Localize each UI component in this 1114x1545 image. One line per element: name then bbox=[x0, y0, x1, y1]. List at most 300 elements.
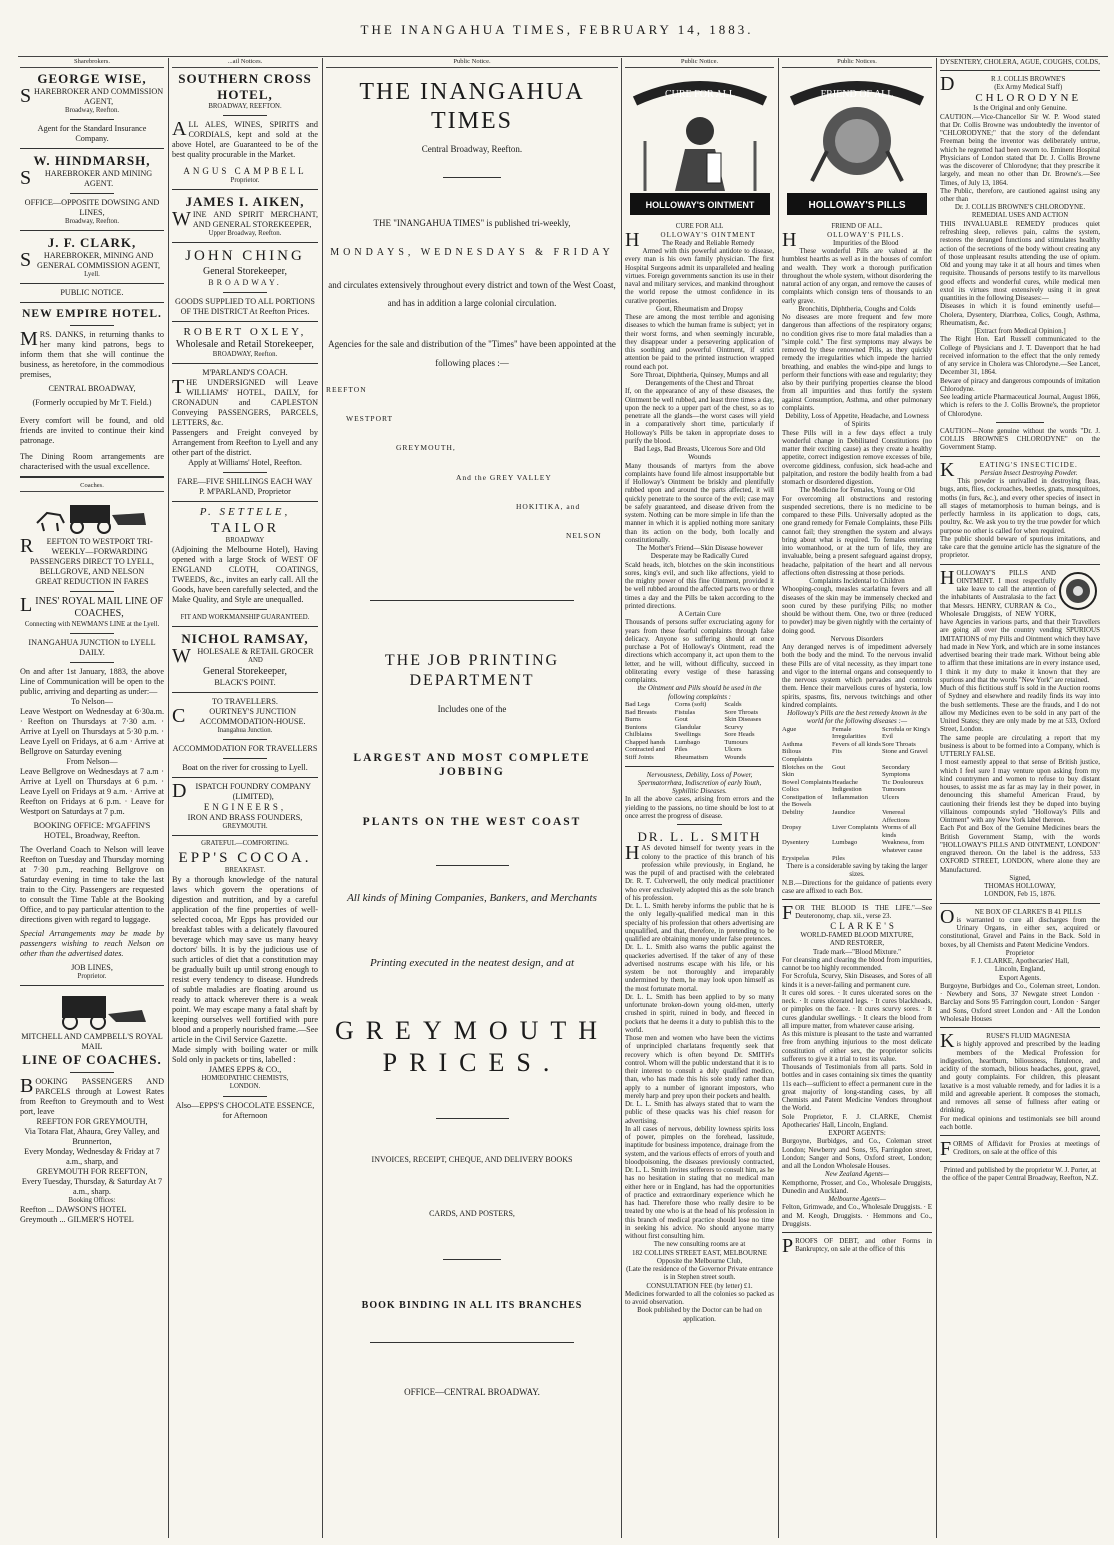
advert-signature: THOMAS HOLLOWAY, bbox=[984, 882, 1056, 890]
advert-title: W. HINDMARSH, bbox=[33, 153, 151, 169]
notice-text: THE "INANGAHUA TIMES" is published tri-weekly, bbox=[373, 218, 571, 229]
table-cell: Scalds bbox=[724, 700, 742, 708]
divider bbox=[370, 1342, 574, 1343]
advert-text: BOOKING PASSENGERS AND PARCELS through at Lowest Rates from Reefton to Greymouth and to West port, leave bbox=[20, 1075, 164, 1117]
table-cell: Scrofula or King's Evil bbox=[882, 725, 931, 741]
column-heading: Coaches. bbox=[20, 482, 164, 492]
advert-text: (Formerly occupied by Mr T. Field.) bbox=[32, 398, 152, 408]
timetable: Leave Bellgrove on Wednesdays at 7 a.m · Arrive at Lyell on Thursdays at 6 p.m. · Leave Lyell on Fridays at 9 a.m. · Arrive at Reefton on Fridays at 6 p.m. · Leave for Westport on Saturdays at 7 p.m. bbox=[20, 766, 164, 816]
table-cell: Fistulas bbox=[674, 708, 696, 716]
divider bbox=[443, 1259, 501, 1260]
advert-text: CONSULTATION FEE (by letter) £1. bbox=[646, 1281, 753, 1290]
divider bbox=[223, 292, 267, 293]
table-cell: Erysipelas bbox=[782, 854, 810, 862]
advert-subtitle: General Storekeeper, bbox=[203, 665, 287, 677]
advert-text: ALL ALES, WINES, SPIRITS and CORDIALS, kept and sold at the above Hotel, are Guaranteed to be of the best quality procurable in the Market. bbox=[172, 117, 318, 159]
table-cell: Colics bbox=[782, 786, 799, 794]
section-heading: The Ready and Reliable Remedy bbox=[661, 238, 755, 247]
divider bbox=[172, 626, 318, 627]
advert-text: CAUTION—None genuine without the words "Dr. J. COLLIS BROWNE'S CHLORODYNE" on the Government Stamp. bbox=[940, 426, 1100, 452]
advert-text: Apply at Williams' Hotel, Reefton. bbox=[188, 458, 302, 468]
column-1 bbox=[20, 58, 164, 1538]
timetable: Leave Westport on Wednesday at 6·30a.m. · Reefton on Thursdays at 7·30 a.m. · Arrive at Lyell on Thursdays at 5·30 p.m. · Leave Lyell on Fridays, at 6 a.m · Arrive at Bellgrove on Saturday evening bbox=[20, 706, 164, 756]
newspaper-address: Central Broadway, Reefton. bbox=[421, 144, 523, 155]
advert-title: HOLLOWAY'S OINTMENT bbox=[625, 228, 756, 251]
advert-title: GEORGE WISE, bbox=[37, 70, 147, 86]
divider bbox=[20, 985, 164, 986]
divider bbox=[172, 835, 318, 836]
column-rule bbox=[936, 58, 937, 1538]
advert-text: INANGAHUA JUNCTION to LYELL DAILY. bbox=[28, 637, 156, 657]
advert-address: Broadway, Reefton. bbox=[64, 106, 120, 114]
advert-text: Made simply with boiling water or milk Sold only in packets or tins, labelled : bbox=[172, 1045, 318, 1065]
divider bbox=[782, 899, 932, 900]
divider bbox=[20, 476, 164, 478]
divider bbox=[223, 1096, 267, 1097]
advert-text: (Late the residence of the Governor Private entrance is in Stephen street south. bbox=[626, 1265, 773, 1282]
divider bbox=[223, 739, 267, 740]
divider bbox=[70, 591, 113, 592]
advert-signature: LONDON. bbox=[229, 1083, 261, 1091]
advert-text: COURTNEY'S JUNCTION ACCOMMODATION-HOUSE. bbox=[172, 704, 306, 727]
advert-title: NICHOL RAMSAY, bbox=[181, 631, 309, 647]
advert-text: GREAT REDUCTION IN FARES bbox=[35, 577, 149, 587]
table-cell: Ulcers bbox=[724, 746, 742, 754]
advert-text: is warranted to cure all discharges from the Urinary Organs, in either sex, acquired or constitutional, Gravel and Pains in the Back. Sold in boxes, by all Chemists and Patent Medicine Vendors. bbox=[940, 915, 1100, 949]
advert-text: WINE AND SPIRIT MERCHANT, AND GENERAL STOREKEEPER, bbox=[172, 208, 318, 231]
divider bbox=[940, 456, 1100, 457]
advert-signature: F. J. CLARKE, Apothecaries' Hall, bbox=[971, 957, 1069, 965]
notice-text: Agencies for the sale and distribution of the "Times" have been appointed at the following places :— bbox=[328, 339, 616, 369]
coach-illustration bbox=[32, 990, 152, 1030]
advert-text: The Right Hon. Earl Russell communicated to the College of Physicians and J. T. Davenport that he had received information to the effect that the only remedy of any service in Cholera was Chlorodyne.—See Lancet, December 31, 1864. bbox=[940, 335, 1100, 377]
table-cell: Bowel Complaints bbox=[782, 778, 832, 786]
column-5 bbox=[782, 58, 932, 1538]
column-heading: Sharebrokers. bbox=[20, 58, 164, 68]
column-rule bbox=[778, 58, 779, 1538]
notice-text: Printing executed in the neatest design, and at bbox=[369, 957, 575, 970]
divider bbox=[172, 321, 318, 322]
advert-text: These are among the most terrible and agonising diseases to which the human frame is subject; yet in their worst forms, and when seemingly incurable, they disappear under a persevering application of this soothing and powerful Ointment, if strict attention be paid to the printed instruction wrapped round each pot. bbox=[625, 313, 774, 371]
table-cell: Dropsy bbox=[782, 824, 802, 832]
column-heading: Public Notice. bbox=[326, 58, 618, 68]
advert-text: Via Totara Flat, Ahaura, Grey Valley, and Brunnerton, bbox=[24, 1127, 160, 1147]
column-6 bbox=[940, 58, 1100, 1538]
advert-address: BROADWAY, Reefton. bbox=[212, 351, 278, 359]
advert-text: Special Arrangements may be made by passengers wishing to reach Nelson on other than the advertised dates. bbox=[20, 928, 164, 958]
illustration-banner: CURE FOR ALL bbox=[664, 88, 736, 100]
advert-text: Booking Offices: bbox=[68, 1197, 116, 1205]
table-cell: Scurvy bbox=[724, 723, 744, 731]
agency-place: GREYMOUTH, bbox=[396, 443, 456, 453]
table-cell: Stiff Joints bbox=[625, 753, 654, 761]
advert-signature: ANGUS CAMPBELL bbox=[183, 165, 307, 176]
notice-text: MONDAYS, WEDNESDAYS & FRIDAY bbox=[330, 247, 614, 259]
table-cell: Worms of all kinds bbox=[882, 824, 917, 839]
section-heading: EXPORT AGENTS: bbox=[828, 1129, 886, 1138]
divider bbox=[996, 422, 1044, 423]
advert-text: AND bbox=[248, 657, 263, 665]
advert-text: Every Monday, Wednesday & Friday at 7 a.m., sharp, and bbox=[24, 1147, 160, 1167]
advert-signature: JAMES EPPS & CO., bbox=[208, 1065, 282, 1075]
column-heading: Public Notices. bbox=[782, 58, 932, 68]
advert-title: EPP'S COCOA. bbox=[178, 849, 312, 866]
advert-subtitle: AND RESTORER, bbox=[829, 939, 885, 948]
table-cell: Debility bbox=[782, 809, 804, 817]
divider bbox=[172, 501, 318, 502]
divider bbox=[172, 363, 318, 364]
notice-heading: PLANTS ON THE WEST COAST bbox=[362, 816, 582, 829]
illustration-logo: HOLLOWAY'S PILLS bbox=[808, 199, 906, 211]
table-cell: Corns (soft) bbox=[674, 700, 707, 708]
advert-text: Boat on the river for crossing to Lyell. bbox=[182, 763, 308, 773]
advert-title: LINES' ROYAL MAIL LINE OF COACHES, bbox=[20, 594, 163, 620]
coach-illustration bbox=[32, 495, 152, 535]
notice-text: All kinds of Mining Companies, Bankers, and Merchants bbox=[347, 892, 597, 905]
advert-text: Sole Proprietor, F. J. CLARKE, Chemist Apothecaries' Hall, Lincoln, England. bbox=[782, 1112, 932, 1129]
advert-text: Each Pot and Box of the Genuine Medicines bears the British Government Stamp, with the words "HOLLOWAY'S PILLS AND OINTMENT, LONDON" engraved thereon. On the label is the address, 533 OXFORD STREET, LONDON, where alone they are Manufactured. bbox=[940, 824, 1100, 874]
divider bbox=[223, 758, 267, 759]
advert-text: These wonderful Pills are valued at the humblest hearths as well as in the houses of comfort and wealth. They work a thorough purification throughout the whole system, without disordering the natural action of any organ, and remove the causes of complaints which consign tens of thousands to an early grave. bbox=[782, 247, 932, 305]
advert-text: Thousands of persons suffer excruciating agony for years from these fearful complaints through false delicacy. Anyone so suffering should at once purchase a Pot of Holloway's Ointment, read the directions which accompany it, act upon them to the letter, and he will, without difficulty, succeed in obliterating every vestige of these harassing complaints. bbox=[625, 618, 774, 685]
advert-text: Armed with this powerful antidote to disease, every man is his own family physician. The first Hospital Surgeons admit its unparalleled and healing virtues. Foreign governments sanction its use in their naval and military services, and mankind throughout the world repose the utmost confidence in its curative properties. bbox=[625, 247, 774, 305]
advert-text: Greymouth ... GILMER'S HOTEL bbox=[20, 1215, 134, 1225]
advert-text: OFFICE—OPPOSITE DOWSING AND LINES, bbox=[24, 197, 160, 217]
advert-signature: JOB LINES, bbox=[71, 962, 113, 972]
divider bbox=[70, 193, 113, 194]
illustration-logo: HOLLOWAY'S OINTMENT bbox=[645, 199, 755, 210]
table-cell: Lumbago bbox=[832, 839, 858, 847]
divider bbox=[223, 115, 267, 116]
table-cell: Skin Diseases bbox=[724, 716, 762, 724]
table-cell: Swellings bbox=[674, 731, 701, 739]
advert-title: J. F. CLARK, bbox=[47, 235, 137, 251]
advert-text: Connecting with NEWMAN'S LINE at the Lyell. bbox=[24, 620, 160, 628]
illustration-banner: FRIEND OF ALL bbox=[820, 88, 894, 100]
table-cell: Burns bbox=[625, 716, 641, 724]
divider bbox=[223, 472, 267, 473]
advert-text: Burgoyne, Burbidges and Co., Coleman street, London. · Newbery and Sons, 37 Newgate street London · Barclay and Sons 95 Farringdon court, London · Sanger and Sons, Oxford street London and · All the London Wholesale Houses bbox=[940, 981, 1100, 1023]
advert-address: 182 COLLINS STREET EAST, MELBOURNE Opposite the Melbourne Club, bbox=[632, 1248, 767, 1265]
section-heading: Bronchitis, Diphtheria, Coughs and Colds bbox=[798, 304, 916, 313]
advert-text: Scald heads, itch, blotches on the skin inconstitious sores, king's evil, and such like affections, yield to the mighty power of this fine Ointment, provided it be well rubbed around the affected parts two or three times a day and the Pills be taken according to the printed directions. bbox=[625, 560, 774, 610]
table-cell: Bad Breasts bbox=[625, 708, 657, 716]
table-cell: Liver Complaints bbox=[832, 824, 879, 832]
divider bbox=[70, 633, 113, 634]
advert-title: LINE OF COACHES. bbox=[22, 1052, 162, 1068]
table-cell: Indigestion bbox=[832, 786, 862, 794]
section-heading: The Medicine for Females, Young or Old bbox=[799, 486, 915, 495]
section-heading: Holloway's Pills are the best remedy known in the world for the following diseases :— bbox=[787, 709, 927, 726]
column-heading: ...ail Notices. bbox=[172, 58, 318, 68]
advert-title: ONE BOX OF CLARKE'S B 41 PILLS bbox=[940, 905, 1082, 928]
section-heading: Gout, Rheumatism and Dropsy bbox=[655, 304, 744, 313]
advert-title: MITCHELL AND CAMPBELL'S ROYAL MAIL bbox=[21, 1032, 163, 1052]
divider bbox=[70, 119, 113, 120]
advert-text: WHOLESALE & RETAIL GROCER bbox=[172, 645, 314, 668]
advert-address: GREYMOUTH. bbox=[222, 823, 268, 831]
advert-text: Passengers and Freight conveyed by Arrangement from Reefton to Lyell and any other part of the district. bbox=[172, 428, 318, 458]
divider bbox=[940, 1135, 1100, 1136]
advert-signature: Proprietor bbox=[1005, 948, 1035, 957]
advert-text: By a thorough knowledge of the natural laws which govern the operations of digestion and nutrition, and by a careful application of the fine properties of well-selected cocoa, Mr Epps has provided our breakfast tables with a delicately flavoured beverage which may save us many heavy doctors' bills. It is by the judicious use of such articles of diet that a constitution may be gradually built up until strong enough to resist every tendency to disease. Hundreds of subtle maladies are floating around us ready to attack wherever there is a weak point. We may escape many a fatal shaft by keeping ourselves well fortified with pure blood and a properly nourished frame.—See article in the Civil Service Gazette. bbox=[172, 875, 318, 1045]
complaints-table bbox=[625, 701, 774, 762]
advert-subtitle: BREAKFAST. bbox=[224, 866, 266, 874]
notice-text: CARDS, AND POSTERS, bbox=[429, 1209, 515, 1219]
advert-title: KRUSE'S FLUID MAGNESIA bbox=[940, 1030, 1071, 1052]
column-heading: Public Notice. bbox=[625, 58, 774, 68]
advert-subtitle: TAILOR bbox=[210, 520, 280, 536]
advert-text: For medical opinions and testimonials see bill around each bottle. bbox=[940, 1114, 1100, 1131]
ointment-illustration bbox=[625, 71, 774, 221]
table-cell: Asthma bbox=[782, 740, 803, 748]
advert-signature: Proprietor. bbox=[230, 176, 260, 184]
table-cell: Sore Throats bbox=[882, 740, 916, 748]
table-cell: Venereal Affections bbox=[882, 809, 910, 824]
advert-signature: LONDON, Feb 15, 1876. bbox=[984, 890, 1056, 899]
advert-subtitle: SHAREBROKER AND MINING AGENT. bbox=[20, 166, 153, 189]
advert-text: GREYMOUTH FOR REEFTON, bbox=[36, 1167, 148, 1177]
section-heading: Debility, Loss of Appetite, Headache, and Lowness of Spirits bbox=[785, 412, 929, 429]
section-heading: Melbourne Agents— bbox=[828, 1195, 886, 1204]
advert-address: Inangahua Junction. bbox=[217, 726, 273, 734]
advert-text: Beware of piracy and dangerous compounds of imitation Chlorodyne. bbox=[940, 376, 1100, 393]
table-cell: Piles bbox=[674, 746, 688, 754]
table-cell: Wounds bbox=[724, 753, 746, 761]
table-cell: Constipation of the Bowels bbox=[782, 793, 823, 809]
advert-address: Upper Broadway, Reefton. bbox=[208, 230, 282, 238]
advert-title: SOUTHERN CROSS HOTEL, bbox=[178, 70, 312, 102]
table-cell: Bilious Complaints bbox=[782, 748, 813, 763]
trademark-seal-icon bbox=[1058, 571, 1098, 611]
advert-text: Every Tuesday, Thursday, & Saturday At 7 a.m., sharp. bbox=[21, 1177, 163, 1197]
advert-text: To Nelson— bbox=[71, 696, 113, 706]
imprint: Printed and published by the proprietor W. J. Porter, at the office of the paper Central Broadway, Reefton, N.Z. bbox=[941, 1165, 1099, 1182]
advert-title: DISPATCH FOUNDRY COMPANY (LIMITED), bbox=[172, 780, 312, 803]
advert-subtitle: SHAREBROKER AND COMMISSION AGENT, bbox=[20, 84, 164, 107]
advert-text: In all cases of nervous, debility lowness spirits loss of power, pimples on the forehead, lassitude, inaptitude for business impotence, drainage from the system, and the various effects of errors of youth and bloodpoisoning, the diseases previously contracted, Dr. L. L. Smith invites sufferers to consult him, as he has no hesitation in stating that no medical man either here or in England, has had the opportunities of practice and extraordinary experience which he has had. Therefore those who really desire to be treated by one who is at the head of his profession in this branch of medical practice should lose no time in seeking his advice. No should anyone marry without first consulting him. bbox=[625, 1124, 774, 1241]
column-rule bbox=[322, 58, 323, 1538]
agency-place: HOKITIKA, and bbox=[516, 501, 581, 511]
advert-text: IRON AND BRASS FOUNDERS, bbox=[187, 813, 303, 823]
section-heading: New Zealand Agents— bbox=[824, 1170, 890, 1179]
notice-heading: THE JOB PRINTING DEPARTMENT bbox=[384, 651, 560, 689]
advert-title: DR J. COLLIS BROWNE'S bbox=[940, 73, 1066, 96]
advert-address: BLACK'S POINT. bbox=[214, 677, 276, 687]
advert-text: Dr. L. L. Smith has been applied to by so many unfortunate broken-down young old-men, utterly crushed in spirit, ruined in body, and fleeced in pockets that he deems it a duty to publish this to the world. bbox=[625, 992, 774, 1034]
table-cell bbox=[882, 855, 932, 863]
newspaper-title: THE INANGAHUA TIMES bbox=[359, 78, 585, 135]
table-cell: Glandular bbox=[674, 723, 702, 731]
advert-text: Any deranged nerves is of impediment adversely both the body and the mind. To the nervous invalid these Pills are of vital necessity, as they impart tone and vigor to the internal organs and consequently to the nervous system which pervades and controls them. Hence their marvellous cures of hysteria, low spirits, spasms, fits, nervous twitchings and other kindred complaints. bbox=[782, 643, 932, 709]
table-cell: Gout bbox=[674, 716, 688, 724]
divider bbox=[172, 777, 318, 778]
notice-heading: GREYMOUTH PRICES. bbox=[334, 1015, 610, 1077]
divider bbox=[20, 283, 164, 284]
divider bbox=[223, 609, 267, 610]
advert-title: M'PARLAND'S COACH. bbox=[202, 368, 288, 378]
divider bbox=[70, 662, 113, 663]
advert-title: TO TRAVELLERS. bbox=[212, 696, 278, 706]
section-heading: A Certain Cure bbox=[678, 610, 721, 619]
agency-list bbox=[326, 385, 618, 540]
advert-text: The same people are circulating a report that my business is about to be formed into a Company, which is UTTERLY FALSE. bbox=[940, 733, 1100, 758]
advert-text: See leading article Pharmaceutical Journal, August 1866, which is refers to the J. Collis Browne's, the proprietor of Chlorodyne. bbox=[940, 393, 1100, 418]
advert-title: NEW EMPIRE HOTEL. bbox=[22, 308, 162, 321]
divider bbox=[172, 189, 318, 190]
divider bbox=[172, 242, 318, 243]
divider bbox=[20, 148, 164, 149]
advert-text: These Pills will in a few days effect a truly wonderful change in Debilitated Constitutions (no matter their exciting cause) as they create a healthy appetite, correct indigestion remove excesses of bile, overcome giddiness, confusion, sick head-ache and palpitation, and restore the bodily health from a bad stomach or disordered digestion. bbox=[782, 428, 932, 487]
advert-text: Dr. L. L. Smith has always stated that to warn the public of these quacks was his chief reason for advertising. bbox=[625, 1100, 774, 1125]
table-cell: Contracted and bbox=[625, 746, 666, 754]
table-cell: Gout bbox=[832, 763, 846, 771]
advert-subtitle: FRIEND OF ALL. bbox=[831, 222, 883, 230]
advert-text: Those men and women who have been the victims of unprincipled charlatans frequently seek that recovery which is often beyond Dr. SMITH's control. Whom will the public understand that it is to their interest to consult a duly qualified medico, than, who has made this his sole study rather than apply to a number of ignorant impostors, who merely harp and prey upon their pockets and health. bbox=[625, 1034, 774, 1100]
advert-text: For cleansing and clearing the blood from impurities, cannot be too highly recommended. bbox=[782, 955, 932, 973]
table-cell: Jaundice bbox=[832, 809, 856, 817]
advert-text: FARE—FIVE SHILLINGS EACH WAY bbox=[177, 477, 313, 487]
section-heading: Export Agents. bbox=[999, 973, 1041, 982]
advert-text: For Scrofula, Scurvy, Skin Diseases, and Sores of all kinds it is a never-failing and permanent cure. bbox=[782, 972, 932, 989]
advert-text: CAUTION.—Vice-Chancellor Sir W. P. Wood stated that Dr. Collis Browne was undoubtedly the inventor of "CHLORODYNE;" that the story of the defendant Freeman being the inventor was deliberately untrue, which he regretted had been sworn to. Eminent Hospital Physicians of London stated that Dr. J. Collis Browne was the discoverer of Chlorodyne; that they prescribe it largely, and mean no other than Dr. Browne's.—See Times, of July 13, 1864. bbox=[940, 112, 1100, 187]
divider bbox=[940, 1161, 1100, 1162]
advert-text: MRS. DANKS, in returning thanks to her many kind patrons, begs to inform them that she will continue the business, as heretofore, in the commodious premises, bbox=[20, 328, 164, 380]
section-heading: The Mother's Friend—Skin Disease however Desperate may be Radically Cured bbox=[636, 544, 763, 561]
advert-text: REEFTON TO WESTPORT TRI-WEEKLY—FORWARDING PASSENGERS DIRECT TO LYELL, BELLGROVE, AND NELSON bbox=[20, 535, 154, 577]
table-cell: Tumours bbox=[882, 786, 906, 794]
agency-place: WESTPORT bbox=[346, 414, 394, 424]
table-cell: Secondary Symptoms bbox=[882, 763, 911, 779]
advert-text: No diseases are more frequent and few more dangerous than affections of the respiratory organs; no condition gives rise to more fatal maladies than a "simple cold." The first symptoms may always be removed by these renowned Pills, as they quickly remedy the irregularities which impede the harried breathing, and enables the wind-pipe and lungs to perform their functions with ease and regularity; they also by their purifying properties cleanse the blood from all impurities and thus fortify the system against Consumption, Asthma, and other pulmonary complaints. bbox=[782, 313, 932, 412]
table-cell: Ulcers bbox=[882, 793, 900, 801]
advert-text: In all the above cases, arising from errors and the yielding to the passions, no time should be lost to at once arrest the progress of disease. bbox=[625, 795, 774, 820]
notice-heading: LARGEST AND MOST COMPLETE JOBBING bbox=[353, 751, 591, 778]
advert-text: THIS INVALUABLE REMEDY produces quiet refreshing sleep, relieves pain, calms the system, restores the deranged functions and stimulates healthy action of the secretions of the body without creating any of those unpleasant results attending the use of opium. Old and young may take it at all hours and times when requisite. Thousands of persons testify to its marvellous good effects and wonderful cures, while medical men extol its virtues most extensively using it in great quantities in the following Diseases:— bbox=[940, 219, 1100, 302]
agency-place: REEFTON bbox=[326, 385, 367, 395]
diseases-table bbox=[782, 726, 932, 862]
table-cell: Rheumatism bbox=[674, 753, 708, 761]
divider bbox=[70, 325, 113, 326]
advert-text: (Adjoining the Melbourne Hotel), Having opened with a large Stock of WEST OF ENGLAND CLOTH, COATINGS, TWEEDS, &c., invites an early call. All the Goods, have been carefully selected, and the Make Quality, and Style are unequalled. bbox=[172, 545, 318, 605]
table-cell: Dysentery bbox=[782, 839, 810, 847]
advert-text: This powder is unrivalled in destroying fleas, bugs, ants, flies, cockroaches, beetles, gnats, mosquitoes, moths (in furs, &c.), and every other species of insect in all stages of metamorphosis to human beings, and is perfectly harmless in its application to dogs, cats, poultry, &c. We ask you to try the true powder for which purpose no other is called for when required. bbox=[940, 477, 1100, 535]
divider bbox=[70, 1072, 113, 1073]
table-cell: Headache bbox=[832, 778, 858, 786]
section-heading: Nervousness, Debility, Loss of Power, Spermatorrhœa, Indiscretion of early Youth, Syphilitic Diseases. bbox=[637, 770, 762, 796]
divider bbox=[677, 824, 722, 825]
divider bbox=[436, 865, 509, 866]
table-cell: Sore Throats bbox=[724, 708, 759, 716]
advert-text: Reefton ... DAWSON'S HOTEL bbox=[20, 1205, 127, 1215]
advert-text: GRATEFUL—COMFORTING. bbox=[201, 840, 289, 848]
divider bbox=[443, 177, 501, 178]
table-cell: Ague bbox=[782, 725, 797, 733]
advert-text: FORMS of Affidavit for Proxies at meetings of Creditors, on sale at the office of this bbox=[940, 1138, 1100, 1160]
advert-text: The public should beware of spurious imitations, and take care that the genuine article has the signature of the proprietor. bbox=[940, 534, 1100, 560]
top-rule bbox=[18, 56, 1108, 57]
advert-text: Book published by the Doctor can be had on application. bbox=[637, 1306, 762, 1323]
advert-text: For overcoming all obstructions and restoring suspended secretions, there is no medicine to be compared to these Pills. Universally adopted as the one grand remedy for Female Complaints, these Pills cannot fail; they strengthen the system and always bring about what is required. To females entering into womanhood, or at the turn of life, they are invaluable, being a present safeguard against dropsy, headache, palpitation of the heart and all nervous affections often distressing at those periods. bbox=[782, 494, 932, 577]
advert-title: ROBERT OXLEY, bbox=[183, 325, 307, 338]
advert-subtitle: WORLD-FAMED BLOOD MIXTURE, bbox=[800, 931, 914, 940]
divider bbox=[20, 230, 164, 231]
advert-text: GOODS SUPPLIED TO ALL PORTIONS OF THE DISTRICT At Reefton Prices. bbox=[175, 296, 315, 316]
column-3 bbox=[326, 58, 618, 1538]
table-cell: Bunions bbox=[625, 723, 647, 731]
advert-subtitle: SHAREBROKER, MINING AND GENERAL COMMISSION AGENT, bbox=[20, 249, 161, 272]
section-heading: Bad Legs, Bad Breasts, Ulcerous Sore and Old Wounds bbox=[633, 445, 766, 462]
advert-address: CENTRAL BROADWAY, bbox=[48, 384, 136, 394]
advert-text: Dr. L. L. Smith hereby informs the public that he is the only legally-qualified medical man in this specialty of his profession that others advertising are unqualified, and that, therefore, in pretending to be qualified are obtaining money under false pretences. bbox=[625, 902, 774, 944]
notice-text: INVOICES, RECEIPT, CHEQUE, AND DELIVERY BOOKS bbox=[371, 1155, 573, 1165]
section-heading: REMEDIAL USES AND ACTION bbox=[971, 211, 1069, 219]
advert-text: ACCOMMODATION FOR TRAVELLERS bbox=[172, 744, 318, 754]
notice-text: Includes one of the bbox=[437, 704, 507, 715]
divider bbox=[436, 1118, 509, 1119]
column-rule bbox=[168, 58, 169, 1538]
advert-text: is highly approved and prescribed by the leading members of the Medical Profession for indigestion, heartburn, biliousness, flatulence, and acidity of the stomach, bilious headaches, gout, gravel, and gouty complaints. For children, this pleasant laxative is a most valuable remedy, and for ladies it is a mild and agreeable aperient. It composes the stomach, and removes all sense of fullness after eating or drinking. bbox=[940, 1040, 1100, 1115]
advert-address: Broadway, Reefton. bbox=[64, 217, 120, 225]
divider bbox=[172, 692, 318, 693]
advert-text: REEFTON FOR GREYMOUTH, bbox=[36, 1117, 148, 1127]
advert-text: It cures old sores. · It cures ulcerated sores on the neck. · It cures ulcerated legs. · It cures blackheads, or pimples on the face. · It cures scurvy sores. · It cures glandular swellings. · It clears the blood from all impure matter, from whatever cause arising. bbox=[782, 988, 932, 1030]
table-cell: Female Irregularities bbox=[832, 725, 867, 741]
table-cell: Stone and Gravel bbox=[882, 748, 928, 756]
advert-title: CLARKE'S bbox=[830, 920, 897, 931]
table-cell: Lumbago bbox=[674, 738, 700, 746]
advert-text: HAS devoted himself for twenty years in the colony to the practice of this branch of his profession while previously, in England, he was the pupil of and practised with the celebrated Dr. R. T. Culverwell, the only medical practitioner who ever exclusively adopted this as the sole branch of his profession. bbox=[625, 842, 774, 902]
table-cell: Fits bbox=[832, 748, 842, 756]
advert-text: The Dining Room arrangements are characterised with the usual excellence. bbox=[20, 452, 164, 472]
column-4 bbox=[625, 58, 774, 1538]
advert-text: Much of this fictitious stuff is sold in the Auction rooms of Sydney and elsewhere and readily finds its way into the bush settlements. These are the frauds, and I do not allow my Medicines even to be sold in any part of the United States; they are only made by me at 533, Oxford Street, London. bbox=[940, 684, 1100, 734]
advert-text: [Extract from Medical Opinion.] bbox=[974, 327, 1066, 335]
table-cell: Bad Legs bbox=[625, 700, 651, 708]
advert-subtitle: CURE FOR ALL bbox=[675, 222, 724, 230]
advert-text: Burgoyne, Burbidges, and Co., Coleman street London; Newberry and Sons, 95, Farringdon street, London; Sanger and Sons, Oxford street, London; and all the London Wholesale Houses. bbox=[782, 1137, 932, 1171]
advert-text: Diseases in which it is found eminently useful—Cholera, Dysentery, Diarrhœa, Colics, Cough, Asthma, Rheumatism, &c. bbox=[940, 302, 1100, 327]
column-2 bbox=[172, 58, 318, 1538]
advert-text: There is a considerable saving by taking the larger sizes. bbox=[786, 862, 928, 879]
advert-text: If, on the appearance of any of these diseases, the Ointment be well rubbed, and least three times a day, upon the neck to a upper part of the chest, so as to penetrate all the glands—the worst cases will yield in a comparatively short time, particularly if Holloway's Pills be taken in appropriate doses to purify the blood. bbox=[625, 387, 774, 445]
divider bbox=[940, 564, 1100, 565]
advert-title: JAMES I. AIKEN, bbox=[185, 194, 305, 210]
table-cell: Sore Heads bbox=[724, 731, 755, 739]
advert-text: Trade mark—"Blood Mixture." bbox=[812, 947, 902, 956]
pills-illustration bbox=[782, 71, 932, 221]
advert-text: I most earnestly appeal to that sense of British justice, which I feel sure I may venture upon asking from my kind countrymen and women to refuse to buy distant houses, to assist me as far as may lay in their power, in denouncing this shameful American Fraud, by cautioning their friends lest they be duped into buying villainous compounds styled "Holloway's Pills and Ointment" with any New York label thereon. bbox=[940, 758, 1100, 824]
advert-text: As this mixture is pleasant to the taste and warranted free from anything injurious to the most delicate constitution of either sex, the proprietor solicits sufferers to give it a trial to test its value. bbox=[782, 1030, 932, 1063]
advert-subtitle: General Storekeeper, bbox=[203, 265, 287, 277]
advert-signature: HOMŒOPATHIC CHEMISTS, bbox=[201, 1075, 289, 1083]
advert-address: BROADWAY bbox=[225, 536, 265, 544]
advert-text: THE UNDERSIGNED will Leave WILLIAMS' HOTEL, DAILY, for CRONADUN and CAPLESTON Conveying PASSENGERS, PARCELS, LETTERS, &c. bbox=[172, 376, 318, 428]
advert-text: FIT AND WORKMANSHIP GUARANTEED. bbox=[180, 614, 310, 622]
advert-text: BOOKING OFFICE: M'GAFFIN'S HOTEL, Broadway, Reefton. bbox=[33, 820, 151, 840]
advert-title: DYSENTERY, CHOLERA, AGUE, COUGHS, COLDS, bbox=[940, 58, 1100, 66]
section-label: PUBLIC NOTICE. bbox=[60, 288, 124, 298]
column-rule bbox=[621, 58, 622, 1538]
advert-text: HOLLOWAY'S PILLS AND OINTMENT. I most respectfully take leave to call the attention of the inhabitants of Australasia to the fact that Messrs. HENRY, CURRAN & Co., Wholesale Druggists, of NEW YORK, have Agencies in various parts, and that their Travellers are going all over the country vending SPURIOUS IMITATIONS of my Pills and Ointment which they have had made in New York, and which are in some instances advertised bearing their trade mark. Without being able to affirm that these imitations are in every instance used, I think it my duty to make it known that they are spurious and that the words "New York" are retained. bbox=[940, 566, 1100, 684]
advert-signature: Lincoln, England, bbox=[994, 965, 1046, 974]
section-heading: Impurities of the Blood bbox=[832, 238, 899, 247]
notice-heading: BOOK BINDING IN ALL ITS BRANCHES bbox=[361, 1299, 583, 1311]
advert-text: Every comfort will be found, and old friends are invited to continue their kind patronage. bbox=[20, 416, 164, 446]
table-cell: Tic Douloureux bbox=[882, 778, 924, 786]
divider bbox=[370, 600, 574, 601]
advert-subtitle: Persian Insect Destroying Powder. bbox=[980, 468, 1078, 477]
